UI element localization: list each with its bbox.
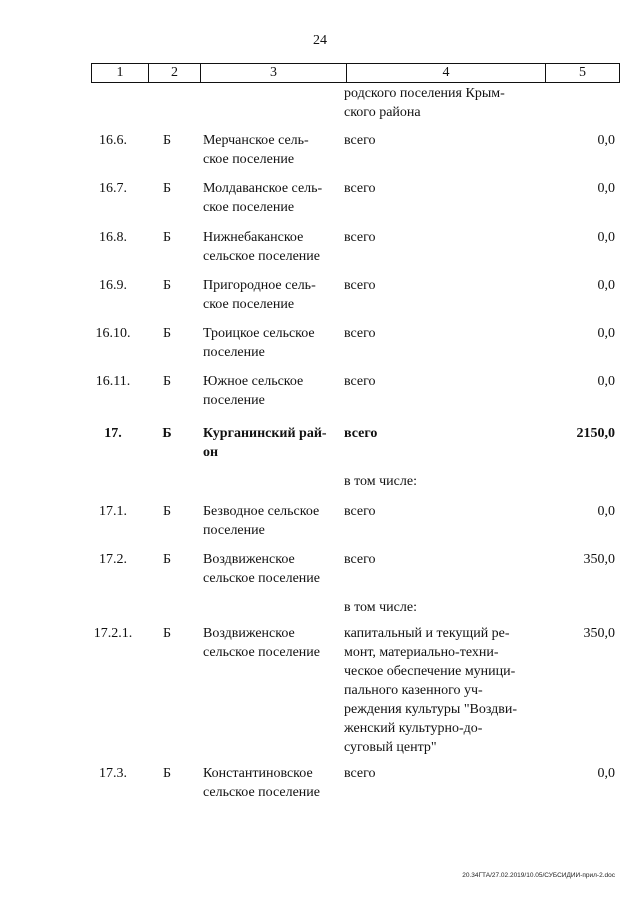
row-name xyxy=(203,179,335,217)
column-header-row xyxy=(91,63,620,83)
column-header-4: 4 xyxy=(347,64,546,83)
row-number: 16.8. xyxy=(99,230,127,245)
continuation-line: родского поселения Крым- xyxy=(344,86,505,101)
row-number: 17.2.1. xyxy=(93,626,133,641)
row-description xyxy=(344,276,536,295)
row-name xyxy=(203,624,335,662)
row-number: 17. xyxy=(104,426,122,441)
row-description-line: капитальный и текущий ре- xyxy=(344,626,510,641)
row-number: 16.9. xyxy=(99,278,127,293)
row-name xyxy=(203,550,335,588)
row-name-line: поселение xyxy=(203,345,265,360)
row-name xyxy=(203,131,335,169)
row-number: 16.6. xyxy=(99,133,127,148)
column-header-5: 5 xyxy=(546,64,620,83)
row-name xyxy=(203,764,335,802)
row-name-line: Троицкое сельское xyxy=(203,326,315,341)
row-name xyxy=(203,502,335,540)
row-name-line: Южное сельское xyxy=(203,374,304,389)
row-type: Б xyxy=(162,626,172,641)
row-description xyxy=(344,131,536,150)
row-description-line: всего xyxy=(344,133,376,148)
row-type: Б xyxy=(162,504,172,519)
row-description xyxy=(344,550,536,569)
row-name-line: Воздвиженское xyxy=(203,626,295,641)
row-description-line: всего xyxy=(344,278,376,293)
row-name-line: сельское поселение xyxy=(203,571,320,586)
row-number: 17.2. xyxy=(99,552,127,567)
row-description xyxy=(344,324,536,343)
row-type: Б xyxy=(162,181,172,196)
row-name-line: Нижнебаканское xyxy=(203,230,304,245)
row-name-line: Пригородное сель- xyxy=(203,278,316,293)
row-type: Б xyxy=(162,766,172,781)
row-name-line: Безводное сельское xyxy=(203,504,320,519)
row-description-line: всего xyxy=(344,552,376,567)
row-name xyxy=(203,324,335,362)
row-value: 0,0 xyxy=(597,326,615,341)
row-name-line: сельское поселение xyxy=(203,645,320,660)
row-value: 350,0 xyxy=(583,626,615,641)
row-name-line: Мерчанское сель- xyxy=(203,133,309,148)
continuation-line: ского района xyxy=(344,105,421,120)
row-description-line: всего xyxy=(344,230,376,245)
row-description-line: суговый центр" xyxy=(344,740,437,755)
row-description-line: ческое обеспечение муници- xyxy=(344,664,516,679)
row-name xyxy=(203,424,335,462)
row-name-line: ское поселение xyxy=(203,152,295,167)
row-value: 0,0 xyxy=(597,133,615,148)
row-value: 0,0 xyxy=(597,278,615,293)
row-value: 0,0 xyxy=(597,181,615,196)
row-value: 0,0 xyxy=(597,766,615,781)
row-type: Б xyxy=(162,552,172,567)
row-number: 16.11. xyxy=(95,374,131,389)
row-description-line: реждения культуры "Воздви- xyxy=(344,702,518,717)
row-value: 0,0 xyxy=(597,504,615,519)
row-number: 17.3. xyxy=(99,766,127,781)
row-name-line: Курганинский рай- xyxy=(203,426,327,441)
row-name-line: сельское поселение xyxy=(203,249,320,264)
row-description-line: монт, материально-техни- xyxy=(344,645,499,660)
row-name-line: Константиновское xyxy=(203,766,313,781)
row-description-line: всего xyxy=(344,326,376,341)
row-number: 16.7. xyxy=(99,181,127,196)
column-header-1: 1 xyxy=(92,64,149,83)
row-number: 16.10. xyxy=(95,326,131,341)
column-header-3: 3 xyxy=(201,64,347,83)
row-type: Б xyxy=(162,326,172,341)
row-name xyxy=(203,228,335,266)
row-name xyxy=(203,276,335,314)
row-name xyxy=(203,372,335,410)
row-description xyxy=(344,502,536,521)
row-name-line: поселение xyxy=(203,523,265,538)
row-type: Б xyxy=(162,374,172,389)
row-type: Б xyxy=(162,278,172,293)
row-type: Б xyxy=(162,426,172,441)
row-description xyxy=(344,372,536,391)
row-description-line: всего xyxy=(344,374,376,389)
row-description-line: всего xyxy=(344,504,376,519)
row-name-line: он xyxy=(203,445,219,460)
row-value: 0,0 xyxy=(597,230,615,245)
row-description xyxy=(344,228,536,247)
row-name-line: Воздвиженское xyxy=(203,552,295,567)
row-description-line: в том числе: xyxy=(344,474,417,489)
row-description-line: женский культурно-до- xyxy=(344,721,483,736)
column-header-2: 2 xyxy=(149,64,201,83)
row-name-line: ское поселение xyxy=(203,200,295,215)
row-value: 0,0 xyxy=(597,374,615,389)
row-description-line: пального казенного уч- xyxy=(344,683,483,698)
row-type: Б xyxy=(162,133,172,148)
document-footer: 20.34ГТА/27.02.2019/10.05/СУБСИДИИ-прил-2.doc xyxy=(462,872,615,879)
row-description xyxy=(344,598,536,617)
row-description xyxy=(344,764,536,783)
row-description xyxy=(344,179,536,198)
row-value: 2150,0 xyxy=(576,426,615,441)
row-value: 350,0 xyxy=(583,552,615,567)
row-description-line: всего xyxy=(344,426,378,441)
row-name-line: Молдаванское сель- xyxy=(203,181,323,196)
row-description-line: всего xyxy=(344,766,376,781)
row-number: 17.1. xyxy=(99,504,127,519)
row-name-line: ское поселение xyxy=(203,297,295,312)
row-description-line: всего xyxy=(344,181,376,196)
row-description xyxy=(344,472,536,491)
row-description-line: в том числе: xyxy=(344,600,417,615)
row-name-line: поселение xyxy=(203,393,265,408)
row-name-line: сельское поселение xyxy=(203,785,320,800)
row-description xyxy=(344,424,536,443)
row-type: Б xyxy=(162,230,172,245)
row-description xyxy=(344,624,536,757)
page-number: 24 xyxy=(313,33,327,48)
